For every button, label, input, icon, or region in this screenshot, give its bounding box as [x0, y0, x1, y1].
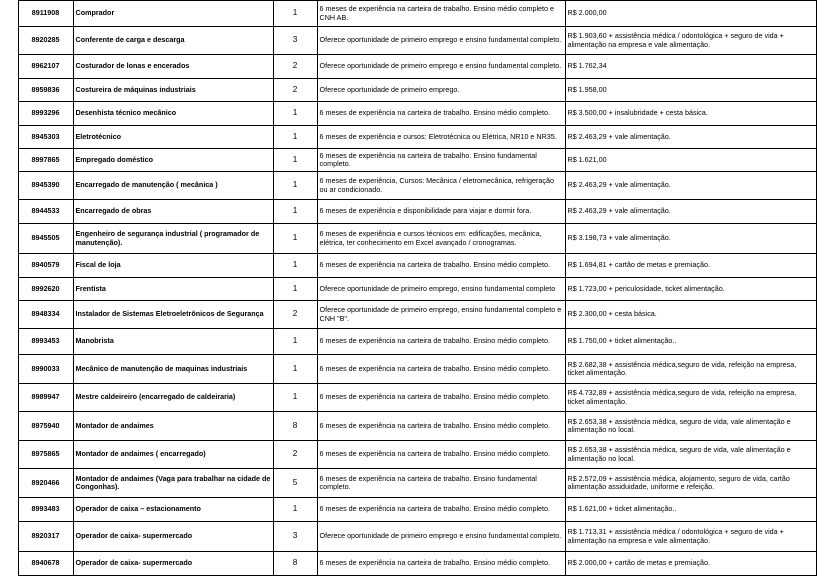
- job-requirements: 6 meses de experiência, Cursos: Mecânica / eletromecânica, refrigeração ou ar condicionado.: [317, 172, 565, 200]
- job-title: Montador de andaimes: [73, 412, 273, 441]
- row-margin-cell: [0, 1, 18, 27]
- row-margin-cell: [0, 329, 18, 355]
- vacancy-code: 8920466: [18, 469, 73, 498]
- row-margin-cell: [0, 126, 18, 149]
- job-title: Encarregado de manutenção ( mecânica ): [73, 172, 273, 200]
- job-title: Empregado doméstico: [73, 149, 273, 172]
- table-row: [0, 384, 816, 412]
- job-requirements: Oferece oportunidade de primeiro emprego e ensino fundamental completo.: [317, 55, 565, 79]
- job-title: Operador de caixa- supermercado: [73, 552, 273, 576]
- vacancy-count: 1: [273, 224, 317, 254]
- job-title: Eletrotécnico: [73, 126, 273, 149]
- table-row: [0, 79, 816, 102]
- table-row: [0, 55, 816, 79]
- job-title: Conferente de carga e descarga: [73, 27, 273, 55]
- job-requirements: 6 meses de experiência na carteira de trabalho. Ensino fundamental completo.: [317, 149, 565, 172]
- vacancy-count: 1: [273, 498, 317, 522]
- job-title: Montador de andaimes ( encarregado): [73, 441, 273, 469]
- vacancy-code: 8993453: [18, 329, 73, 355]
- table-row: [0, 224, 816, 254]
- table-row: [0, 278, 816, 301]
- row-margin-cell: [0, 355, 18, 384]
- table-row: [0, 27, 816, 55]
- vacancy-code: 8945505: [18, 224, 73, 254]
- vacancy-count: 1: [273, 355, 317, 384]
- table-row: [0, 254, 816, 278]
- row-margin-cell: [0, 79, 18, 102]
- job-requirements: Oferece oportunidade de primeiro emprego.: [317, 79, 565, 102]
- vacancy-count: 1: [273, 172, 317, 200]
- salary-benefits: R$ 1.958,00: [565, 79, 816, 102]
- vacancy-count: 5: [273, 469, 317, 498]
- job-requirements: Oferece oportunidade de primeiro emprego, ensino fundamental completo: [317, 278, 565, 301]
- row-margin-cell: [0, 498, 18, 522]
- job-title: Desenhista técnico mecânico: [73, 102, 273, 126]
- row-margin-cell: [0, 172, 18, 200]
- vacancy-count: 3: [273, 522, 317, 552]
- vacancy-code: 8992620: [18, 278, 73, 301]
- salary-benefits: R$ 1.713,31 + assistência médica / odontológica + seguro de vida + alimentação na empresa e vale alimentação.: [565, 522, 816, 552]
- row-margin-cell: [0, 384, 18, 412]
- vacancy-code: 8993296: [18, 102, 73, 126]
- salary-benefits: R$ 2.572,09 + assistência médica, alojamento, seguro de vida, cartão alimentação assiduidade, uniforme e refeição.: [565, 469, 816, 498]
- vacancy-code: 8962107: [18, 55, 73, 79]
- vacancy-count: 2: [273, 55, 317, 79]
- job-title: Instalador de Sistemas Eletroeletrônicos de Segurança: [73, 301, 273, 329]
- vacancy-count: 1: [273, 254, 317, 278]
- vacancy-code: 8940678: [18, 552, 73, 576]
- vacancy-code: 8993483: [18, 498, 73, 522]
- job-requirements: 6 meses de experiência na carteira de trabalho. Ensino médio completo.: [317, 102, 565, 126]
- row-margin-cell: [0, 552, 18, 576]
- vacancy-count: 1: [273, 278, 317, 301]
- job-requirements: 6 meses de experiência e cursos: Eletrotécnica ou Elétrica, NR10 e NR35.: [317, 126, 565, 149]
- job-requirements: 6 meses de experiência na carteira de trabalho. Ensino médio completo.: [317, 384, 565, 412]
- job-requirements: 6 meses de experiência na carteira de trabalho. Ensino médio completo e CNH AB.: [317, 1, 565, 27]
- job-title: Operador de caixa – estacionamento: [73, 498, 273, 522]
- salary-benefits: R$ 3.500,00 + insalubridade + cesta básica.: [565, 102, 816, 126]
- table-row: [0, 102, 816, 126]
- job-requirements: Oferece oportunidade de primeiro emprego e ensino fundamental completo.: [317, 27, 565, 55]
- job-title: Costurador de lonas e encerados: [73, 55, 273, 79]
- vacancy-count: 1: [273, 102, 317, 126]
- job-requirements: 6 meses de experiência e disponibilidade para viajar e dormir fora.: [317, 200, 565, 224]
- row-margin-cell: [0, 412, 18, 441]
- vacancy-count: 1: [273, 1, 317, 27]
- job-title: Operador de caixa- supermercado: [73, 522, 273, 552]
- row-margin-cell: [0, 200, 18, 224]
- job-title: Montador de andaimes (Vaga para trabalhar na cidade de Congonhas).: [73, 469, 273, 498]
- row-margin-cell: [0, 469, 18, 498]
- table-row: [0, 329, 816, 355]
- table-row: [0, 149, 816, 172]
- salary-benefits: R$ 2.653,38 + assistência médica, seguro de vida, vale alimentação e alimentação no local.: [565, 441, 816, 469]
- table-body: [0, 1, 816, 576]
- salary-benefits: R$ 3.198,73 + vale alimentação.: [565, 224, 816, 254]
- vacancy-code: 8944533: [18, 200, 73, 224]
- table-row: [0, 412, 816, 441]
- vacancy-count: 2: [273, 441, 317, 469]
- vacancy-code: 8945390: [18, 172, 73, 200]
- salary-benefits: R$ 1.903,60 + assistência médica / odontológica + seguro de vida + alimentação na empresa e vale alimentação.: [565, 27, 816, 55]
- vacancy-code: 8997865: [18, 149, 73, 172]
- table-row: [0, 172, 816, 200]
- vacancy-code: 8989947: [18, 384, 73, 412]
- row-margin-cell: [0, 102, 18, 126]
- job-title: Costureira de máquinas industriais: [73, 79, 273, 102]
- salary-benefits: R$ 1.621,00: [565, 149, 816, 172]
- job-requirements: 6 meses de experiência e cursos técnicos em: edificações, mecânica, elétrica, ter conhecimento em Excel avançado / cronogramas.: [317, 224, 565, 254]
- vacancy-count: 1: [273, 329, 317, 355]
- vacancy-count: 8: [273, 412, 317, 441]
- salary-benefits: R$ 2.463,29 + vale alimentação.: [565, 126, 816, 149]
- job-title: Mecânico de manutenção de maquinas industriais: [73, 355, 273, 384]
- table-row: [0, 301, 816, 329]
- table-row: [0, 200, 816, 224]
- vacancy-code: 8959836: [18, 79, 73, 102]
- job-requirements: 6 meses de experiência na carteira de trabalho. Ensino médio completo.: [317, 552, 565, 576]
- table-row: [0, 469, 816, 498]
- vacancy-code: 8990033: [18, 355, 73, 384]
- job-title: Encarregado de obras: [73, 200, 273, 224]
- row-margin-cell: [0, 149, 18, 172]
- row-margin-cell: [0, 224, 18, 254]
- salary-benefits: R$ 1.723,00 + periculosidade, ticket alimentação.: [565, 278, 816, 301]
- salary-benefits: R$ 2.000,00 + cartão de metas e premiação.: [565, 552, 816, 576]
- row-margin-cell: [0, 55, 18, 79]
- vacancy-code: 8920285: [18, 27, 73, 55]
- table-row: [0, 1, 816, 27]
- job-title: Manobrista: [73, 329, 273, 355]
- salary-benefits: R$ 1.694,81 + cartão de metas e premiação.: [565, 254, 816, 278]
- salary-benefits: R$ 2.463,29 + vale alimentação.: [565, 200, 816, 224]
- row-margin-cell: [0, 27, 18, 55]
- vacancy-code: 8975940: [18, 412, 73, 441]
- row-margin-cell: [0, 278, 18, 301]
- job-title: Comprador: [73, 1, 273, 27]
- vacancy-code: 8920317: [18, 522, 73, 552]
- job-requirements: 6 meses de experiência na carteira de trabalho. Ensino médio completo.: [317, 254, 565, 278]
- salary-benefits: R$ 2.000,00: [565, 1, 816, 27]
- vacancy-count: 1: [273, 384, 317, 412]
- salary-benefits: R$ 1.762,34: [565, 55, 816, 79]
- salary-benefits: R$ 1.750,00 + ticket alimentação..: [565, 329, 816, 355]
- job-requirements: 6 meses de experiência na carteira de trabalho. Ensino médio completo.: [317, 498, 565, 522]
- row-margin-cell: [0, 441, 18, 469]
- vacancy-count: 2: [273, 301, 317, 329]
- vacancy-code: 8975865: [18, 441, 73, 469]
- vacancy-count: 1: [273, 200, 317, 224]
- vacancy-count: 1: [273, 149, 317, 172]
- job-title: Fiscal de loja: [73, 254, 273, 278]
- row-margin-cell: [0, 301, 18, 329]
- job-requirements: 6 meses de experiência na carteira de trabalho. Ensino médio completo.: [317, 412, 565, 441]
- job-requirements: 6 meses de experiência na carteira de trabalho. Ensino fundamental completo.: [317, 469, 565, 498]
- table-row: [0, 126, 816, 149]
- salary-benefits: R$ 4.732,89 + assistência médica,seguro de vida, refeição na empresa, ticket alimentação.: [565, 384, 816, 412]
- job-title: Mestre caldeireiro (encarregado de caldeiraria): [73, 384, 273, 412]
- job-title: Engenheiro de segurança industrial ( programador de manutenção).: [73, 224, 273, 254]
- vacancy-count: 8: [273, 552, 317, 576]
- vacancy-code: 8948334: [18, 301, 73, 329]
- job-requirements: Oferece oportunidade de primeiro emprego e ensino fundamental completo.: [317, 522, 565, 552]
- row-margin-cell: [0, 254, 18, 278]
- job-requirements: 6 meses de experiência na carteira de trabalho. Ensino médio completo.: [317, 441, 565, 469]
- table-row: [0, 552, 816, 576]
- salary-benefits: R$ 2.300,00 + cesta básica.: [565, 301, 816, 329]
- row-margin-cell: [0, 522, 18, 552]
- salary-benefits: R$ 2.682,38 + assistência médica,seguro de vida, refeição na empresa, ticket alimentação.: [565, 355, 816, 384]
- vacancy-code: 8911908: [18, 1, 73, 27]
- table-row: [0, 355, 816, 384]
- job-requirements: 6 meses de experiência na carteira de trabalho. Ensino médio completo.: [317, 355, 565, 384]
- table-row: [0, 522, 816, 552]
- job-title: Frentista: [73, 278, 273, 301]
- salary-benefits: R$ 2.653,38 + assistência médica, seguro de vida, vale alimentação e alimentação no local.: [565, 412, 816, 441]
- salary-benefits: R$ 2.463,29 + vale alimentação.: [565, 172, 816, 200]
- vacancy-count: 2: [273, 79, 317, 102]
- vacancy-count: 3: [273, 27, 317, 55]
- table-row: [0, 498, 816, 522]
- vacancy-code: 8940579: [18, 254, 73, 278]
- table-row: [0, 441, 816, 469]
- salary-benefits: R$ 1.621,00 + ticket alimentação..: [565, 498, 816, 522]
- vacancy-code: 8945303: [18, 126, 73, 149]
- job-requirements: 6 meses de experiência na carteira de trabalho. Ensino médio completo.: [317, 329, 565, 355]
- job-requirements: Oferece oportunidade de primeiro emprego, ensino fundamental completo e CNH "B".: [317, 301, 565, 329]
- vacancy-count: 1: [273, 126, 317, 149]
